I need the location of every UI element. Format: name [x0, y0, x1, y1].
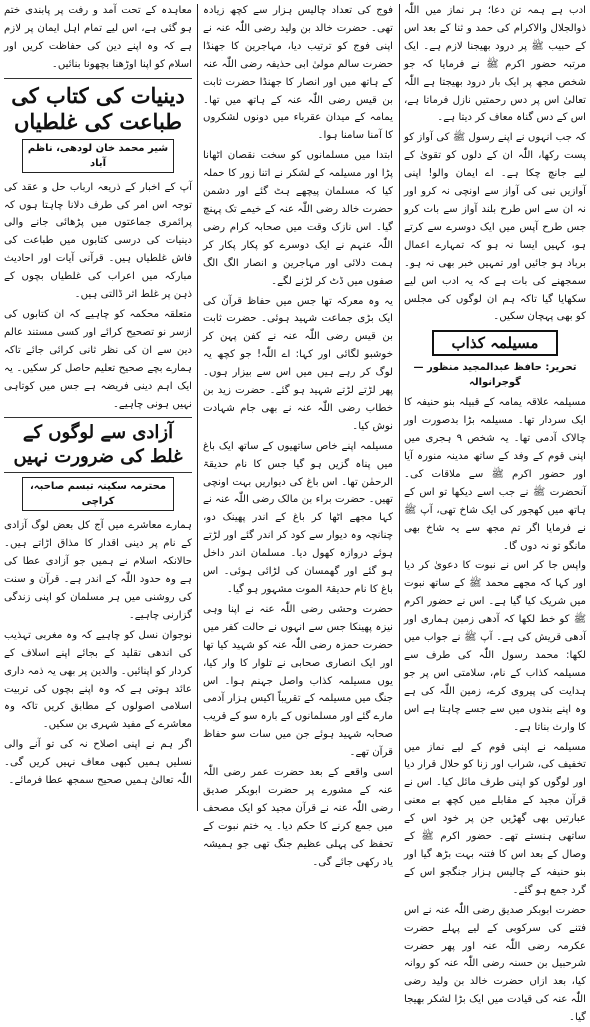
intro-paragraph: کہ جب انہوں نے اپنے رسول ﷺ کی آواز کو پست رکھا، اللّٰہ ان کے دلوں کو تقویٰ کے لیے جانچ چکا ہے۔ اے ایمان والو! اپنی آوازیں نبی کی آواز سے اونچی نہ کرو اور نہ ان سے اس طرح بلند آواز سے بات کرو جس طرح آپس میں ایک دوسرے سے کرتے ہو، کہیں ایسا نہ ہو کہ تمہارے اعمال برباد ہو جائیں اور تمہیں خبر بھی نہ ہو۔ سمجھنے کی بات ہے کہ یہ ادب اس لیے سکھایا گیا تاکہ ہم ان لوگوں کی مجلس کو بھی پہچان سکیں۔	[404, 132, 586, 323]
article-paragraph: مسیلمہ نے اپنی قوم کے لیے نماز میں تخفیف کی، شراب اور زنا کو حلال قرار دیا اور لوگوں کو اپنی طرف مائل کیا۔ اس نے قرآن مجید کے مقابلے میں کچھ بے معنی عبارتیں بھی گھڑیں جن پر خود اس کے ساتھی ہنستے تھے۔ حضور اکرم ﷺ کے وصال کے بعد اس کا فتنہ بہت بڑھ گیا اور بنو حنیفہ کے چالیس ہزار جنگجو اس کے گرد جمع ہو گئے۔	[404, 741, 586, 896]
letter-byline: محترمہ سکینہ تبسم صاحبہ، کراچی	[22, 477, 174, 511]
letter-paragraph: متعلقہ محکمہ کو چاہیے کہ ان کتابوں کی ازسر نو تصحیح کرائے اور کسی مستند عالم دین سے ان کی نظر ثانی کرائی جائے تاکہ ہمارے بچے صحیح تعلیم حاصل کر سکیں۔ یہ ایک اہم دینی فریضہ ہے جس میں کوتاہی نہیں ہونی چاہیے۔	[4, 308, 192, 410]
article-paragraph: حضرت وحشی رضی اللّٰہ عنہ نے اپنا وہی نیزہ پھینکا جس سے انہوں نے حالت کفر میں حضرت حمزہ رضی اللّٰہ عنہ کو شہید کیا تھا اور ایک انصاری صحابی نے تلوار کا وار کیا، یوں مسیلمہ کذاب واصل جہنم ہوا۔ اس جنگ میں مسیلمہ کے تقریباً اکیس ہزار آدمی مارے گئے اور مسلمانوں کے بارہ سو کے قریب صحابہ شہید ہوئے جن میں سات سو حفاظ قرآن تھے۔	[202, 603, 393, 759]
article-paragraph: واپس جا کر اس نے نبوت کا دعویٰ کر دیا اور کہا کہ مجھے محمد ﷺ کے ساتھ نبوت میں شریک کیا گیا ہے۔ اس نے حضور اکرم ﷺ کو خط لکھا کہ آدھی زمین ہماری اور آدھی قریش کی ہے۔ آپ ﷺ نے جواب میں لکھا: محمد رسول اللّٰہ کی طرف سے مسیلمہ کذاب کے نام، سلامتی اس پر جو ہدایت کی پیروی کرے، زمین اللّٰہ کی ہے وہ اپنے بندوں میں سے جسے چاہتا ہے اس کا وارث بناتا ہے۔	[404, 560, 586, 733]
letter-paragraph: ہمارے معاشرے میں آج کل بعض لوگ آزادی کے نام پر دینی اقدار کا مذاق اڑاتے ہیں۔ حالانکہ اسلام نے ہمیں جو آزادی عطا کی ہے وہ حدود اللّٰہ کے اندر ہے۔ قرآن و سنت کی روشنی میں ہر مسلمان کو اپنی زندگی گزارنی چاہیے۔	[4, 520, 192, 621]
column-divider	[197, 4, 198, 811]
article-paragraph: حضرت ابوبکر صدیق رضی اللّٰہ عنہ نے اس فتنے کی سرکوبی کے لیے پہلے حضرت عکرمہ رضی اللّٰہ عنہ اور پھر حضرت شرحبیل بن حسنہ رضی اللّٰہ عنہ کو روانہ کیا، بعد ازاں حضرت خالد بن ولید رضی اللّٰہ عنہ کی قیادت میں ایک بڑا لشکر بھیجا گیا۔	[404, 904, 586, 1024]
letter-headline: آزادی سے لوگوں کے غلط کی ضرورت نہیں	[4, 417, 192, 473]
article-headline: مسیلمہ کذاب	[432, 330, 558, 356]
section-divider	[4, 78, 192, 79]
letter-byline: شیر محمد خان لودھی، ناظم آباد	[22, 139, 174, 173]
column-left	[4, 2, 192, 813]
column-divider	[399, 4, 400, 811]
column-middle	[202, 2, 393, 868]
letter-paragraph: اگر ہم نے اپنی اصلاح نہ کی تو آنے والی نسلیں ہمیں کبھی معاف نہیں کریں گی۔ اللّٰہ تعالیٰ ہمیں صحیح سمجھ عطا فرمائے۔	[4, 739, 192, 787]
article-paragraph: ابتدا میں مسلمانوں کو سخت نقصان اٹھانا پڑا اور مسیلمہ کے لشکر نے اتنا زور کا حملہ کیا کہ مسلمان پیچھے ہٹ گئے اور دشمن حضرت خالد رضی اللّٰہ عنہ کے خیمے تک پہنچ گیا۔ اس نازک وقت میں صحابہ کرام رضی اللّٰہ عنہم نے ایک دوسرے کو پکار پکار کر ہمت دلائی اور مہاجرین و انصار الگ الگ صفوں میں ڈٹ کر لڑنے لگے۔	[203, 150, 393, 287]
letter-paragraph: آپ کے اخبار کے ذریعہ ارباب حل و عقد کی توجہ اس امر کی طرف دلانا چاہتا ہوں کہ پرائمری جماعتوں میں پڑھائی جانے والی دینیات کی درسی کتابوں میں طباعت کی فاش غلطیاں ہیں۔ قرآنی آیات اور احادیث مبارکہ میں اعراب کی غلطیاں بچوں کے ذہن پر غلط اثر ڈالتی ہیں۔	[4, 181, 192, 301]
article-byline: تحریر: حافظ عبدالمجید منظور — گوجرانوالہ	[413, 362, 577, 389]
article-paragraph: مسیلمہ علاقہ یمامہ کے قبیلہ بنو حنیفہ کا ایک سردار تھا۔ مسیلمہ بڑا بدصورت اور چالاک آدمی تھا۔ یہ شخص ۹ ہجری میں اپنی قوم کے وفد کے ساتھ مدینہ منورہ آیا اور حضور اکرم ﷺ سے ملاقات کی۔ آنحضرت ﷺ نے جب اسے دیکھا تو اس کے ہاتھ میں کھجور کی ایک شاخ تھی، آپ ﷺ نے فرمایا اگر تم مجھ سے یہ شاخ بھی مانگو تو نہ دوں گا۔	[404, 397, 587, 552]
top-paragraph: معاہدہ کے تحت آمد و رفت پر پابندی ختم ہو گئی ہے، اس لیے تمام اہل ایمان پر لازم ہے کہ وہ اپنے دین کی حفاظت کریں اور اسلام کو اپنا اوڑھنا بچھونا بنائیں۔	[4, 5, 192, 70]
letter-headline: دینیات کی کتاب کی طباعت کی غلطیاں	[11, 82, 185, 134]
article-paragraph: مسیلمہ اپنے خاص ساتھیوں کے ساتھ ایک باغ میں پناہ گزیں ہو گیا جس کا نام حدیقۃ الرحمٰن تھا۔ اس باغ کی دیواریں بہت اونچی تھیں۔ حضرت براء بن مالک رضی اللّٰہ عنہ نے کہا مجھے اٹھا کر باغ کے اندر پھینک دو، چنانچہ وہ دیوار سے کود کر اندر گئے اور لڑتے ہوئے دروازہ کھول دیا۔ مسلمان اندر داخل ہو گئے اور گھمسان کی لڑائی ہوئی۔ اس باغ کا نام حدیقۃ الموت مشہور ہو گیا۔	[203, 440, 393, 595]
letter-paragraph: نوجوان نسل کو چاہیے کہ وہ مغربی تہذیب کی اندھی تقلید کے بجائے اپنے اسلاف کے کردار کو اپنائیں۔ والدین پر بھی یہ ذمہ داری عائد ہوتی ہے کہ وہ اپنے بچوں کی تربیت اسلامی اصولوں کے مطابق کریں تاکہ وہ معاشرے کے مفید شہری بن سکیں۔	[4, 629, 192, 731]
article-paragraph: اسی واقعے کے بعد حضرت عمر رضی اللّٰہ عنہ کے مشورے پر حضرت ابوبکر صدیق رضی اللّٰہ عنہ نے قرآن مجید کو ایک مصحف میں جمع کرنے کا حکم دیا۔ یہ ختم نبوت کے تحفظ کی پہلی عظیم جنگ تھی جو ہمیشہ یاد رکھی جائے گی۔	[203, 767, 393, 868]
intro-paragraph: ادب ہے ہمہ تن دعا؛ ہر نماز میں اللّٰہ ذوالجلال والاکرام کی حمد و ثنا کے بعد اس کے حبیب ﷺ پر درود بھیجنا لازم ہے۔ ایک مرتبہ حضور اکرم ﷺ نے فرمایا کہ جو شخص مجھ پر ایک بار درود بھیجتا ہے اللّٰہ تعالیٰ اس پر دس رحمتیں نازل فرماتا ہے، اس کے دس گناہ معاف کر دیتا ہے۔	[404, 5, 586, 124]
article-paragraph: فوج کی تعداد چالیس ہزار سے کچھ زیادہ تھی۔ حضرت خالد بن ولید رضی اللّٰہ عنہ نے اپنی فوج کو ترتیب دیا، مہاجرین کا جھنڈا حضرت سالم مولیٰ ابی حذیفہ رضی اللّٰہ عنہ کے ہاتھ میں اور انصار کا جھنڈا حضرت ثابت بن قیس رضی اللّٰہ عنہ کے ہاتھ میں تھا۔ یمامہ کے میدان عقرباء میں دونوں لشکروں کا آمنا سامنا ہوا۔	[203, 5, 393, 142]
article-paragraph: یہ وہ معرکہ تھا جس میں حفاظ قرآن کی ایک بڑی جماعت شہید ہوئی۔ حضرت ثابت بن قیس رضی اللّٰہ عنہ نے کفن پہن کر خوشبو لگائی اور کہا: اے اللّٰہ! جو کچھ یہ لوگ کر رہے ہیں میں اس سے بیزار ہوں۔ پھر لڑتے لڑتے شہید ہو گئے۔ حضرت زید بن خطاب رضی اللّٰہ عنہ نے بھی جام شہادت نوش کیا۔	[203, 295, 393, 432]
column-right	[404, 2, 587, 1024]
